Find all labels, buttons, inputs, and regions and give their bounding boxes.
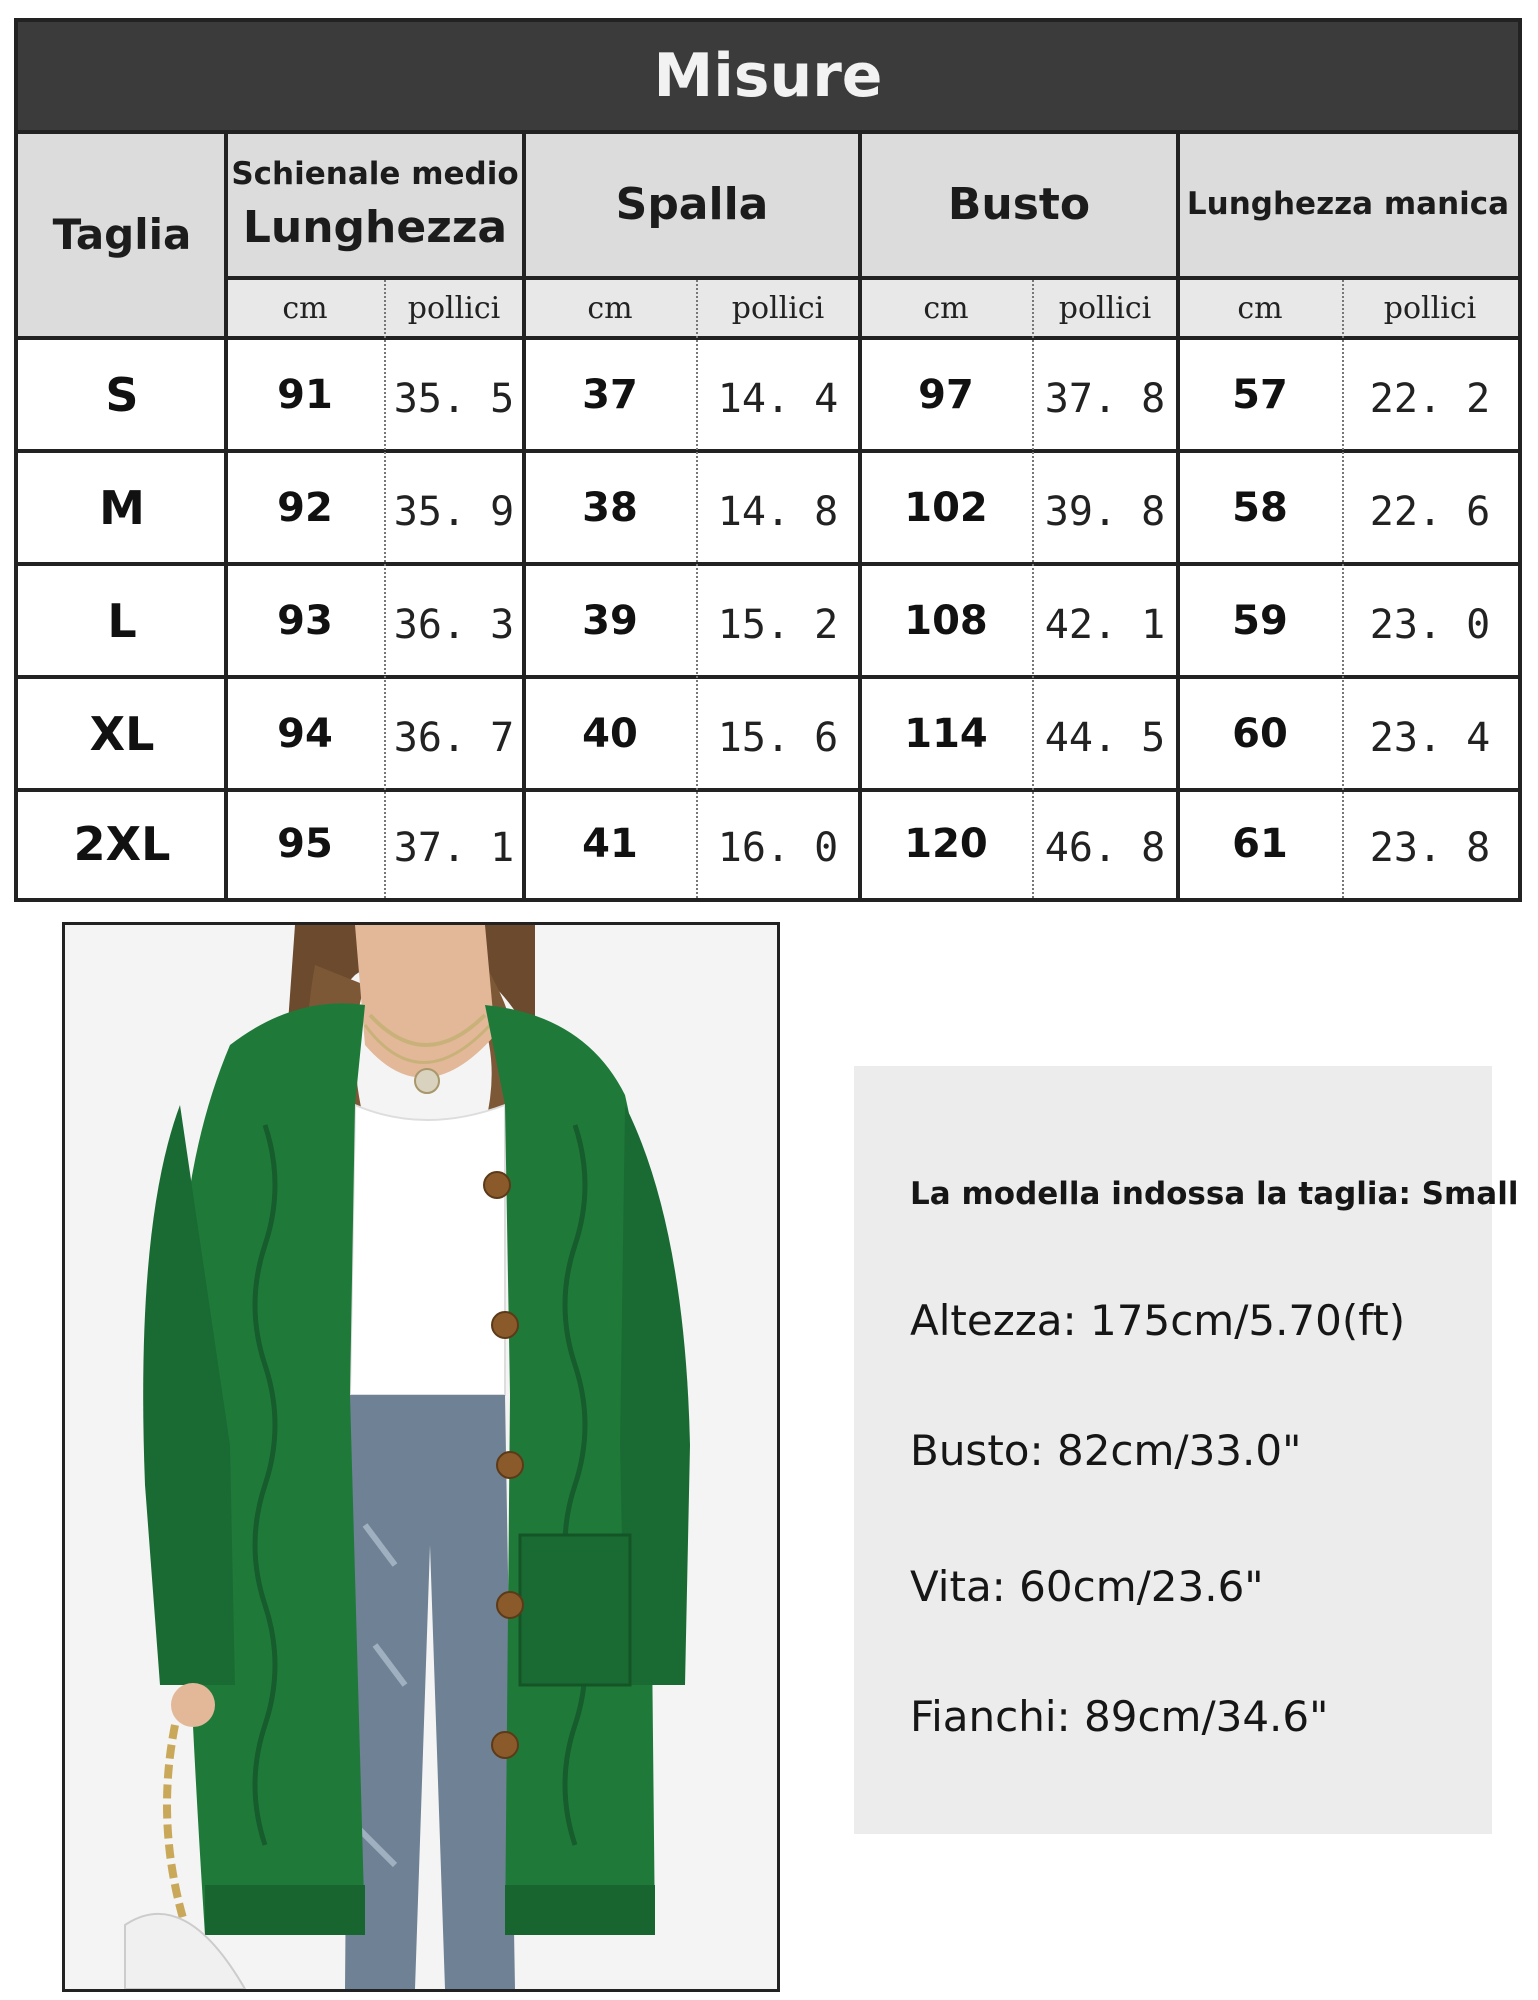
row-s-back-cm: 91 [277,371,333,418]
unit-bust-in: pollici [1032,278,1178,338]
header-shoulder-label: Spalla [615,178,769,230]
row-2xl-bust-cm: 120 [904,821,988,867]
model-waist: Vita: 60cm/23.6" [910,1562,1264,1611]
row-l-shoulder-in: 15. 2 [717,601,839,648]
row-s-bust-in: 37. 8 [1044,375,1166,422]
grid-line [18,675,1518,679]
unit-shoulder-in: pollici [696,278,860,338]
row-s-shoulder-in: 14. 4 [717,375,839,422]
row-xl-size: XL [89,706,155,761]
header-shoulder [524,130,860,278]
row-2xl-shoulder-cm: 41 [582,821,638,867]
row-l-bust-in: 42. 1 [1044,601,1166,648]
header-back-length-line1: Schienale medio [231,155,519,192]
header-bust-label: Busto [947,178,1091,230]
grid-line [224,130,228,898]
dotted-divider [1342,280,1344,898]
row-2xl-sleeve-in: 23. 8 [1369,825,1491,871]
row-l-bust-cm: 108 [904,597,988,644]
row-m-back-cm: 92 [277,484,333,531]
dotted-divider [696,280,698,898]
model-illustration [65,925,777,1989]
row-l-sleeve-cm: 59 [1232,597,1288,644]
size-chart-table [14,18,1522,902]
row-m-sleeve-in: 22. 6 [1369,488,1491,535]
row-s-bust-cm: 97 [918,371,974,418]
row-xl-bust-cm: 114 [904,710,988,757]
row-s-back-in: 35. 5 [393,375,515,422]
unit-sleeve-in: pollici [1342,278,1518,338]
header-sleeve-label: Lunghezza manica [1186,186,1510,222]
row-l-back-cm: 93 [277,597,333,644]
model-photo [62,922,780,1992]
row-xl-back-in: 36. 7 [393,714,515,761]
unit-shoulder-cm: cm [524,278,696,338]
unit-bust-cm: cm [860,278,1032,338]
row-xl-bust-in: 44. 5 [1044,714,1166,761]
row-2xl-back-in: 37. 1 [393,825,515,871]
row-l-sleeve-in: 23. 0 [1369,601,1491,648]
row-m-bust-in: 39. 8 [1044,488,1166,535]
row-xl-sleeve-in: 23. 4 [1369,714,1491,761]
row-m-shoulder-in: 14. 8 [717,488,839,535]
row-2xl-back-cm: 95 [277,821,333,867]
header-size [18,130,226,338]
model-hips: Fianchi: 89cm/34.6" [910,1692,1329,1741]
row-2xl-sleeve-cm: 61 [1232,821,1288,867]
row-l-back-in: 36. 3 [393,601,515,648]
header-bust [860,130,1178,278]
unit-sleeve-cm: cm [1178,278,1342,338]
grid-line [18,562,1518,566]
grid-line [18,788,1518,792]
row-s-sleeve-cm: 57 [1232,371,1288,418]
row-l-shoulder-cm: 39 [582,597,638,644]
model-size-worn: La modella indossa la taglia: Small [910,1176,1519,1212]
row-m-back-in: 35. 9 [393,488,515,535]
header-back-length [226,130,524,278]
model-height: Altezza: 175cm/5.70(ft) [910,1296,1406,1345]
unit-back-in: pollici [384,278,524,338]
dotted-divider [1032,280,1034,898]
row-s-sleeve-in: 22. 2 [1369,375,1491,422]
row-m-sleeve-cm: 58 [1232,484,1288,531]
row-xl-sleeve-cm: 60 [1232,710,1288,757]
row-l-size: L [107,593,137,648]
header-back-length-line2: Lunghezza [242,201,508,253]
row-m-shoulder-cm: 38 [582,484,638,531]
grid-line [1176,130,1180,898]
grid-line [18,449,1518,453]
row-2xl-size: 2XL [73,817,171,871]
row-2xl-shoulder-in: 16. 0 [717,825,839,871]
row-xl-shoulder-cm: 40 [582,710,638,757]
model-info-panel [854,1066,1519,1834]
grid-line [522,130,526,898]
row-s-size: S [105,367,139,422]
grid-line [18,130,1518,134]
grid-line [18,336,1518,340]
row-m-bust-cm: 102 [904,484,988,531]
chart-title: Misure [18,22,1518,130]
row-xl-shoulder-in: 15. 6 [717,714,839,761]
header-size-label: Taglia [52,209,192,259]
row-xl-back-cm: 94 [277,710,333,757]
row-m-size: M [99,480,145,535]
row-2xl-bust-in: 46. 8 [1044,825,1166,871]
unit-back-cm: cm [226,278,384,338]
row-s-shoulder-cm: 37 [582,371,638,418]
dotted-divider [384,280,386,898]
model-bust: Busto: 82cm/33.0" [910,1426,1302,1475]
header-sleeve [1178,130,1518,278]
grid-line [226,276,1518,280]
grid-line [858,130,862,898]
